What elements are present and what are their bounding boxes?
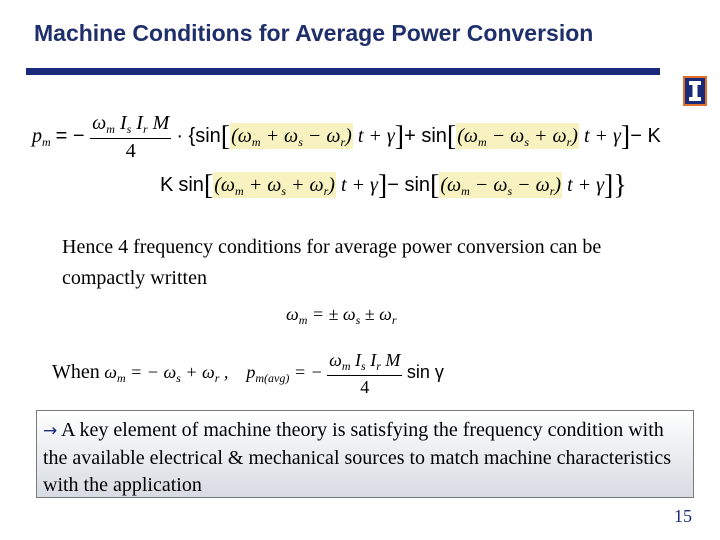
k-term-1: K (647, 125, 661, 148)
callout-box (36, 410, 694, 498)
when-label: When (52, 361, 100, 384)
callout-text: A key element of machine theory is satisfying the frequency condition with the available electrical & mechanical sources to match machine characteristics with the application (43, 419, 672, 496)
pm-lhs: $p_m$ (32, 125, 51, 150)
body-text: Hence 4 frequency conditions for average power conversion can be compactly written (62, 236, 602, 289)
power-equation-line-2: K $\sin[(\omega_m + \omega_s + \omega_r) t + \gamma]- \sin[(\omega_m - \omega_s - \omega_r) t + \gamma]$} (160, 170, 627, 201)
university-block-i-icon (683, 76, 707, 106)
frequency-condition-equation: $\omega_m$ = ± $\omega_s \pm \omega_r$ (286, 304, 397, 327)
avg-coefficient-fraction: $\frac{\omega_m I_s I_r M}{4}$ (329, 350, 401, 397)
avg-subscript: m(avg) (255, 371, 290, 386)
sin-gamma: sin γ (406, 362, 444, 383)
average-power-equation: When $\omega_m$ = − $\omega_s + \omega_r$ , $p_{m(avg)}$ = − $\frac{\omega_m I_s I_r M}{4}$ sin γ (52, 350, 444, 397)
slide-title: Machine Conditions for Average Power Conversion (34, 20, 594, 46)
coefficient-fraction: $\frac{\omega_m I_s I_r M}{4}$ (92, 112, 170, 162)
title-underline-bar (26, 68, 660, 75)
power-equation-line-1: $p_m$ = − $\frac{\omega_m I_s I_r M}{4}$ · {$\sin[(\omega_m + \omega_s - \omega_r) t + \gamma]+ \sin[(\omega_m - \omega_s + \omega_r) t + \gamma]- K$ (32, 112, 661, 162)
right-arrow-icon: → (43, 421, 58, 441)
k-term-2: K (160, 174, 174, 196)
page-number: 15 (674, 506, 692, 526)
